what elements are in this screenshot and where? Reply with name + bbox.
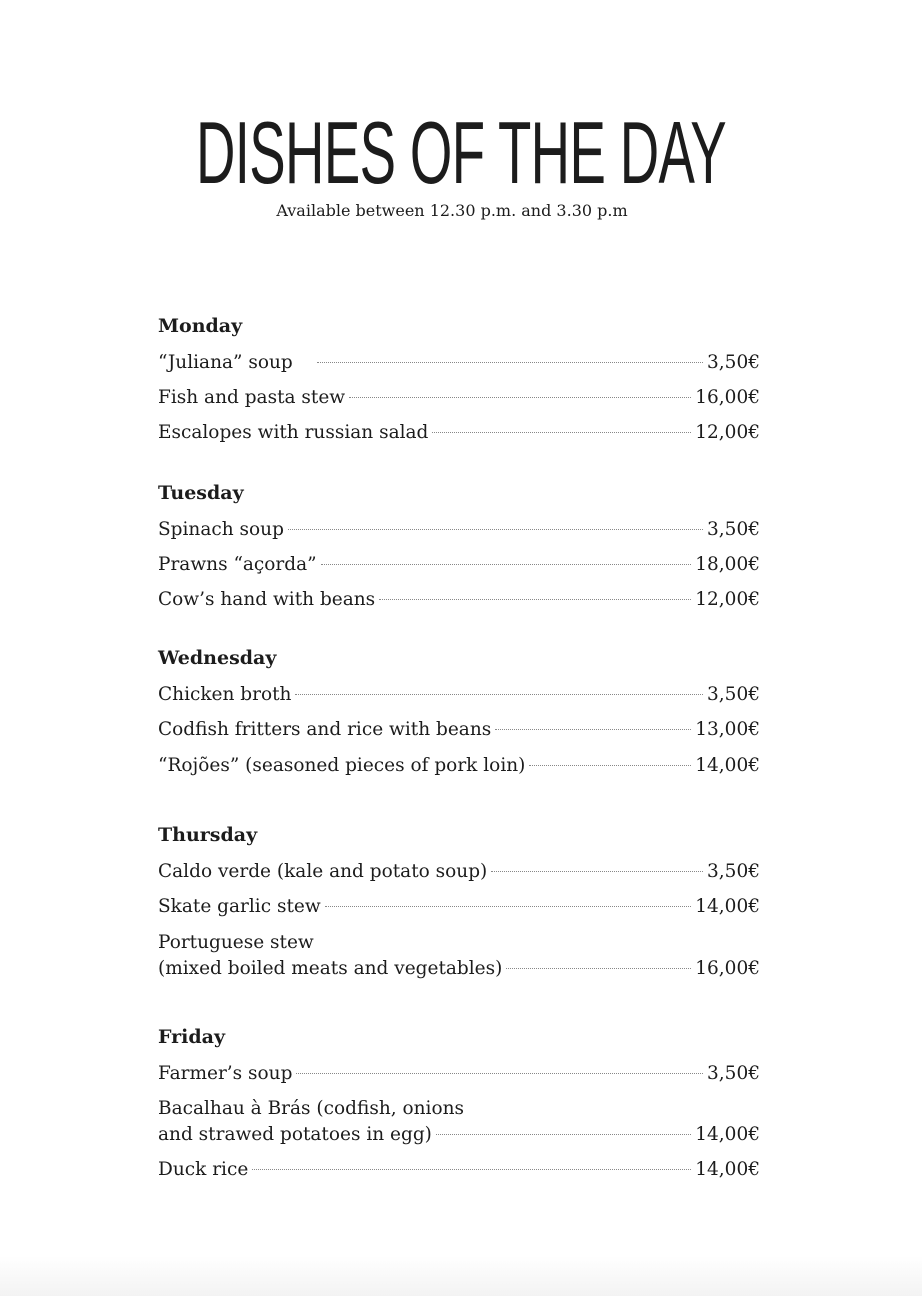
dot-leader: [436, 1134, 691, 1135]
menu-item: [158, 859, 760, 885]
item-name-line1: Portuguese stew: [158, 932, 314, 953]
dot-leader: [296, 1073, 703, 1074]
menu-item: [158, 894, 760, 920]
item-price: 13,00€: [695, 719, 760, 740]
dot-leader: [325, 906, 692, 907]
page-bottom-edge: [0, 1256, 922, 1296]
item-name: Codfish fritters and rice with beans: [158, 719, 492, 740]
dot-leader: [491, 871, 703, 872]
page-title: DISHES OF THE DAY: [195, 103, 727, 202]
item-price: 12,00€: [695, 589, 760, 610]
dot-leader: [495, 729, 691, 730]
item-name-line1: Bacalhau à Brás (codfish, onions: [158, 1098, 465, 1119]
item-price: 16,00€: [695, 958, 760, 979]
day-heading-monday: Monday: [158, 315, 243, 337]
dot-leader: [317, 362, 703, 363]
item-price: 16,00€: [695, 387, 760, 408]
day-heading-tuesday: Tuesday: [158, 482, 244, 504]
item-name: Prawns “açorda”: [158, 554, 317, 575]
availability-subtitle: Available between 12.30 p.m. and 3.30 p.m: [276, 201, 628, 220]
menu-item: [158, 682, 760, 708]
menu-item: [158, 717, 760, 743]
item-price: 14,00€: [695, 1124, 760, 1145]
item-name: Caldo verde (kale and potato soup): [158, 861, 488, 882]
dot-leader: [432, 432, 691, 433]
item-name: and strawed potatoes in egg): [158, 1124, 432, 1145]
item-name: Cow’s hand with beans: [158, 589, 376, 610]
item-price: 3,50€: [707, 861, 760, 882]
item-price: 14,00€: [695, 896, 760, 917]
item-name: Farmer’s soup: [158, 1063, 293, 1084]
item-name: Duck rice: [158, 1159, 249, 1180]
dot-leader: [506, 968, 691, 969]
item-name: Skate garlic stew: [158, 896, 321, 917]
item-name: “Rojões” (seasoned pieces of pork loin): [158, 755, 526, 776]
day-heading-friday: Friday: [158, 1026, 226, 1048]
menu-item: [158, 587, 760, 613]
dot-leader: [288, 529, 703, 530]
item-name: Escalopes with russian salad: [158, 422, 429, 443]
menu-item: [158, 930, 760, 982]
dot-leader: [252, 1169, 691, 1170]
item-name: Chicken broth: [158, 684, 292, 705]
menu-item: [158, 753, 760, 779]
dot-leader: [295, 694, 703, 695]
item-price: 3,50€: [707, 684, 760, 705]
item-price: 3,50€: [707, 352, 760, 373]
item-price: 3,50€: [707, 519, 760, 540]
day-heading-thursday: Thursday: [158, 824, 258, 846]
item-price: 14,00€: [695, 755, 760, 776]
dot-leader: [529, 765, 691, 766]
menu-item: [158, 1157, 760, 1183]
item-name: Spinach soup: [158, 519, 284, 540]
day-heading-wednesday: Wednesday: [158, 647, 277, 669]
item-price: 14,00€: [695, 1159, 760, 1180]
dot-leader: [379, 599, 691, 600]
menu-item: [158, 350, 760, 376]
item-price: 12,00€: [695, 422, 760, 443]
menu-item: [158, 1096, 760, 1148]
dot-leader: [321, 564, 692, 565]
dot-leader: [349, 397, 691, 398]
menu-item: [158, 552, 760, 578]
menu-item: [158, 1061, 760, 1087]
item-name: “Juliana” soup: [158, 352, 293, 373]
item-name: (mixed boiled meats and vegetables): [158, 958, 503, 979]
menu-item: [158, 385, 760, 411]
menu-item: [158, 420, 760, 446]
item-name: Fish and pasta stew: [158, 387, 346, 408]
menu-item: [158, 517, 760, 543]
item-price: 18,00€: [695, 554, 760, 575]
item-price: 3,50€: [707, 1063, 760, 1084]
